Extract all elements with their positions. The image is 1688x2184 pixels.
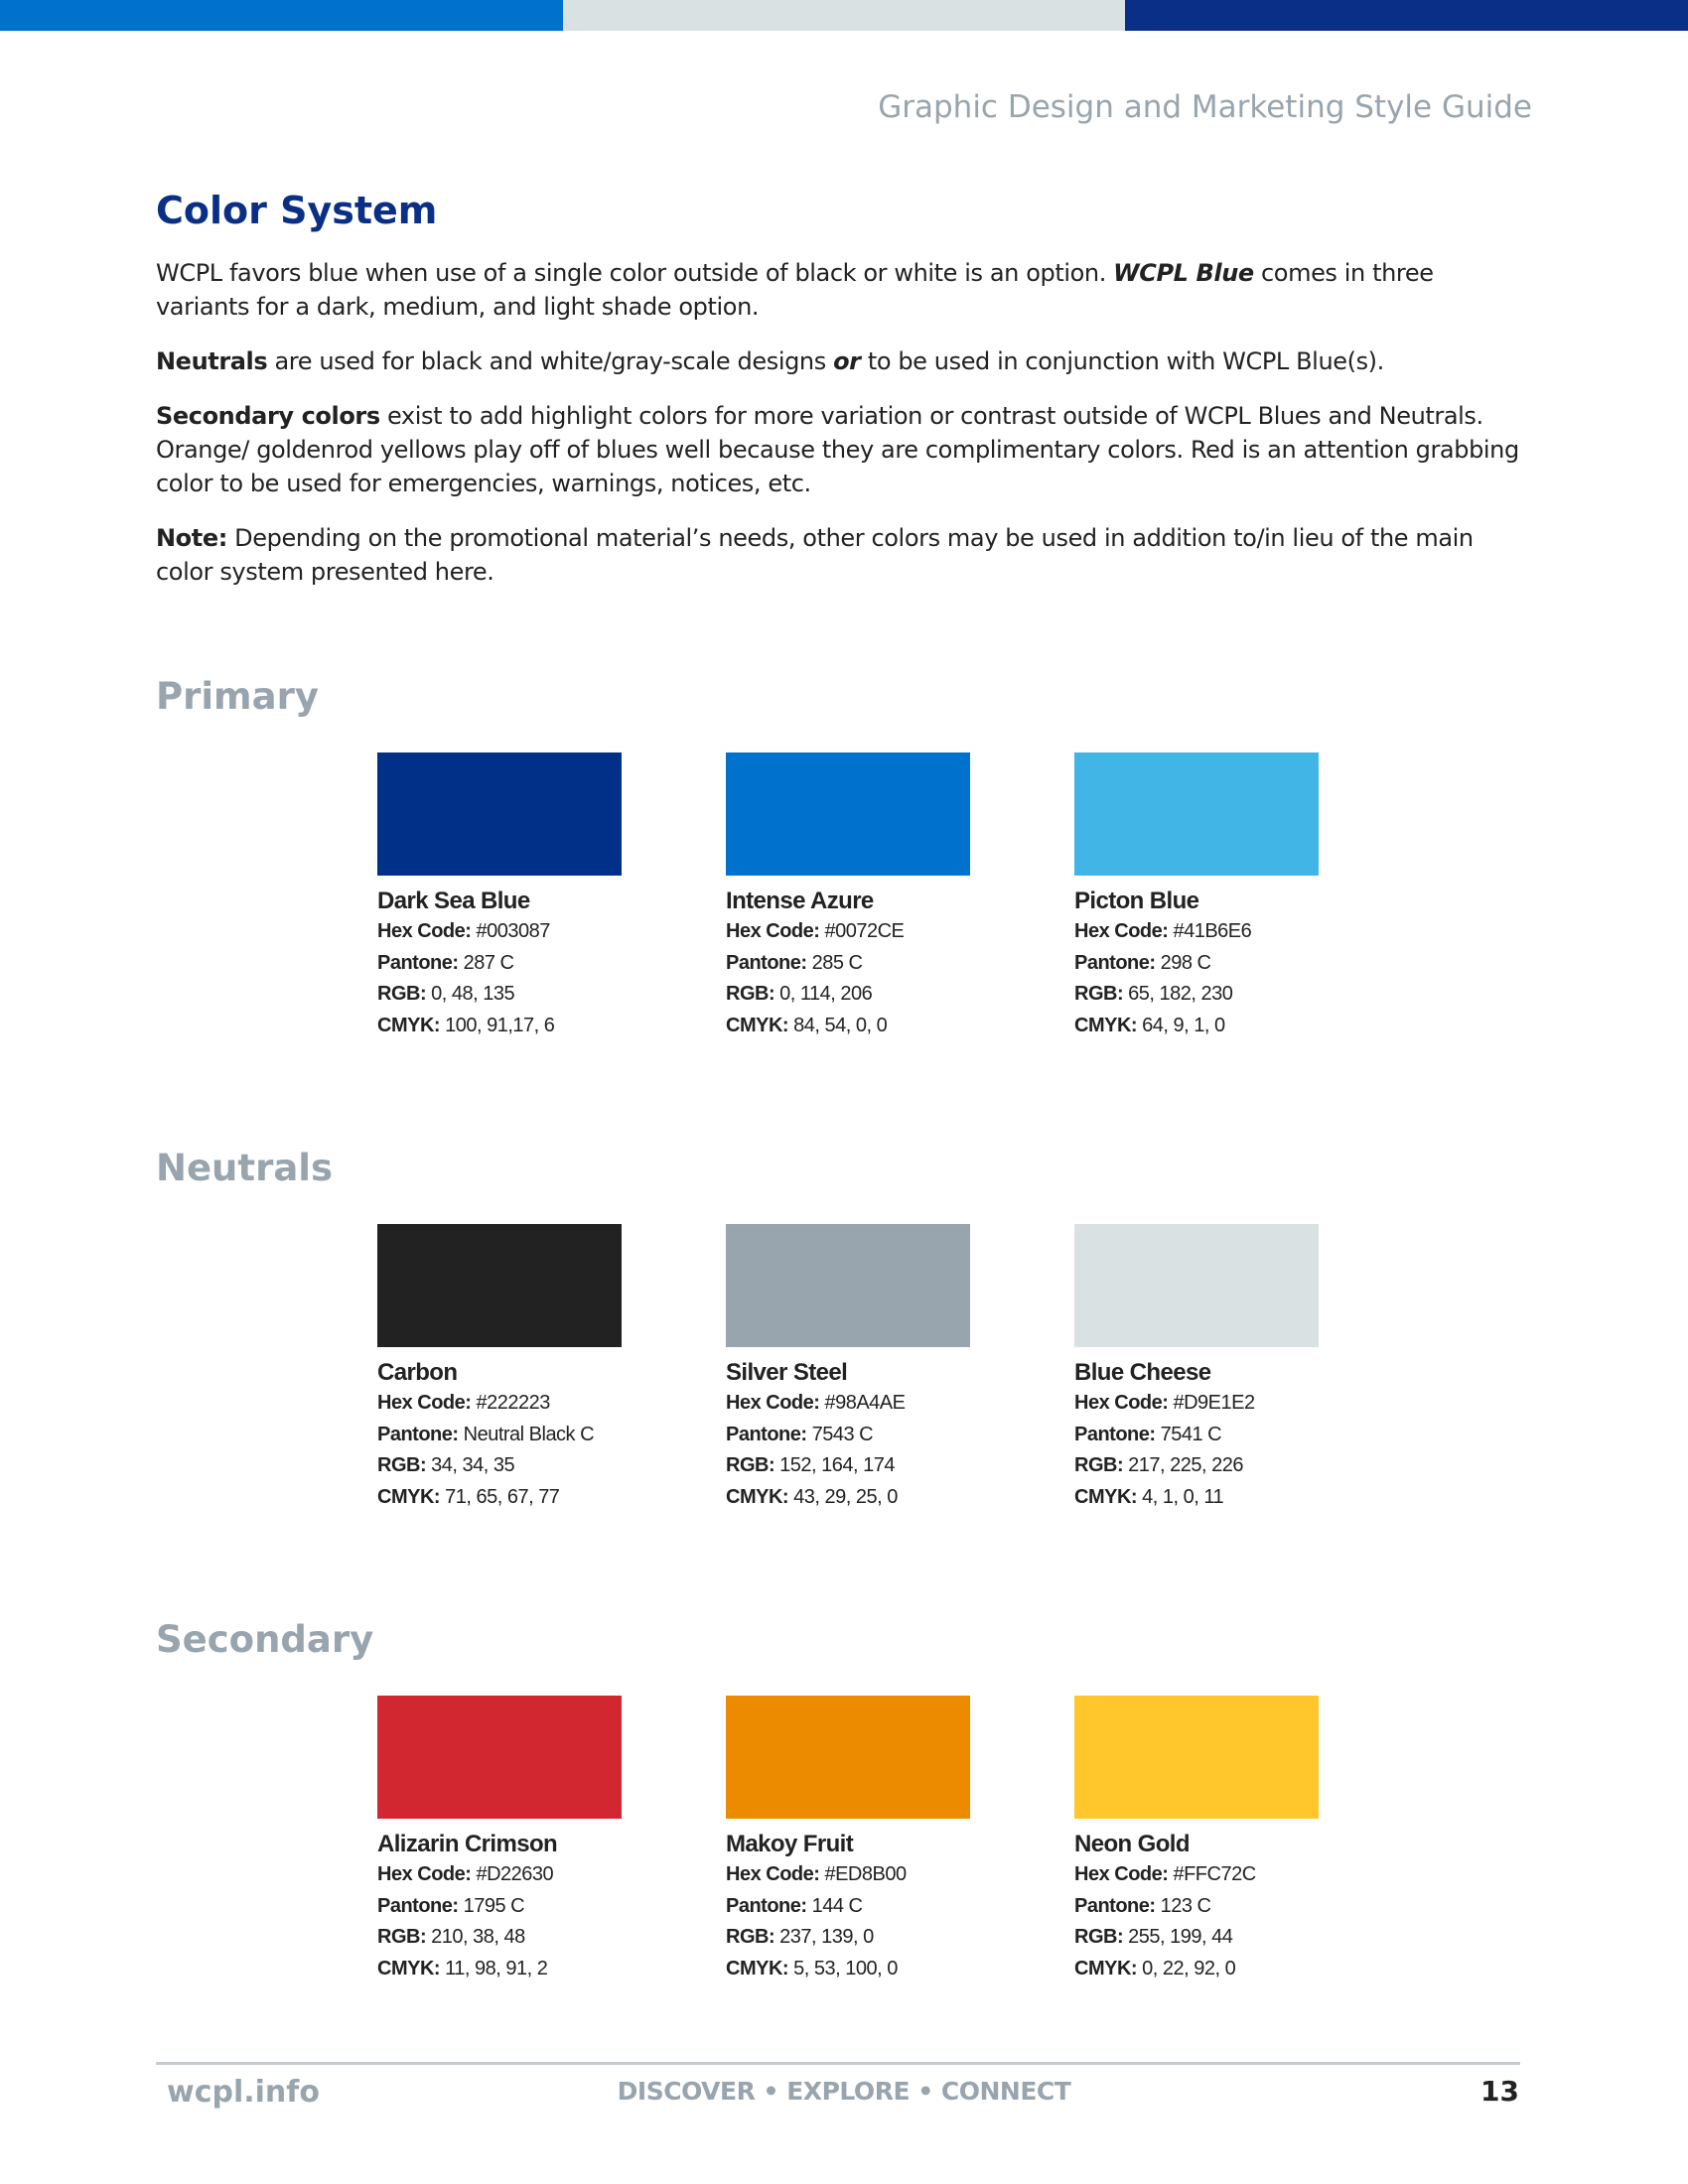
color-name: Dark Sea Blue <box>377 887 530 914</box>
label: Hex Code: <box>1074 1863 1169 1885</box>
text: comes in three variants for a dark, medium, and light shade option. <box>156 259 1434 321</box>
value: 210, 38, 48 <box>431 1926 525 1948</box>
text: exist to add highlight colors for more variation or contrast outside of WCPL Blues and Neutrals. Orange/ goldenrod yellows play off of blues well because they are complimentary colors. Red is an attention grabbing color to be used for emergencies, warnings, notices, etc. <box>156 402 1519 497</box>
hex-code <box>1074 1388 1319 1420</box>
color-card <box>377 752 622 1041</box>
label: Hex Code: <box>1074 920 1169 942</box>
cmyk <box>726 1482 970 1514</box>
pantone <box>726 1891 970 1923</box>
paragraph-secondary <box>156 399 1532 500</box>
value: 65, 182, 230 <box>1128 983 1233 1005</box>
color-card <box>1074 752 1319 1041</box>
label: RGB: <box>726 983 775 1005</box>
footer-site: wcpl.info <box>167 2075 320 2110</box>
label: Pantone: <box>377 1423 459 1445</box>
group-title-secondary: Secondary <box>156 1618 374 1661</box>
color-name: Alizarin Crimson <box>377 1831 558 1857</box>
value: 285 C <box>811 951 863 974</box>
paragraph-wcpl-blue <box>156 256 1532 324</box>
rgb <box>1074 1450 1319 1482</box>
color-name: Picton Blue <box>1074 887 1199 914</box>
text: are used for black and white/gray-scale designs <box>267 347 834 375</box>
top-bar-segment <box>563 0 1126 31</box>
value: 152, 164, 174 <box>779 1454 896 1476</box>
cmyk <box>1074 1011 1319 1042</box>
value: 7541 C <box>1160 1423 1222 1445</box>
value: 0, 48, 135 <box>431 983 515 1005</box>
label: CMYK: <box>1074 1485 1138 1508</box>
rgb <box>726 979 970 1011</box>
label: Hex Code: <box>377 1392 472 1414</box>
color-card <box>726 1224 970 1513</box>
value: 34, 34, 35 <box>431 1454 515 1476</box>
value: 237, 139, 0 <box>779 1926 874 1948</box>
color-name: Makoy Fruit <box>726 1831 854 1857</box>
page-number: 13 <box>1480 2075 1519 2108</box>
top-color-bar <box>0 0 1688 31</box>
value: 43, 29, 25, 0 <box>793 1485 898 1508</box>
value: 71, 65, 67, 77 <box>445 1485 560 1508</box>
value: 217, 225, 226 <box>1128 1454 1244 1476</box>
hex-code <box>726 1859 970 1891</box>
hex-code <box>377 916 622 948</box>
color-card <box>726 1696 970 1984</box>
cmyk <box>726 1954 970 1985</box>
label: Hex Code: <box>726 1392 820 1414</box>
value: 298 C <box>1160 951 1211 974</box>
label: CMYK: <box>1074 1957 1138 1979</box>
color-card <box>377 1696 622 1984</box>
label: CMYK: <box>726 1485 789 1508</box>
label: Hex Code: <box>726 1863 820 1885</box>
label: Pantone: <box>726 1423 807 1445</box>
color-swatch <box>1074 1696 1319 1819</box>
color-swatch <box>1074 1224 1319 1347</box>
pantone <box>377 948 622 980</box>
label: Hex Code: <box>377 1863 472 1885</box>
rgb <box>726 1450 970 1482</box>
color-info <box>1074 886 1319 1041</box>
footer-divider <box>156 2062 1520 2065</box>
value: 7543 C <box>811 1423 874 1445</box>
label: Pantone: <box>1074 1423 1156 1445</box>
pantone <box>377 1891 622 1923</box>
value: #D9E1E2 <box>1173 1392 1255 1414</box>
label: RGB: <box>726 1926 775 1948</box>
value: 123 C <box>1160 1894 1211 1917</box>
rgb <box>377 1450 622 1482</box>
value: #0072CE <box>824 920 905 942</box>
value: #98A4AE <box>824 1392 906 1414</box>
label: RGB: <box>377 1454 427 1476</box>
pantone <box>377 1420 622 1451</box>
label: RGB: <box>1074 983 1124 1005</box>
label: RGB: <box>377 983 427 1005</box>
color-info <box>1074 1357 1319 1513</box>
section-title: Color System <box>156 189 438 232</box>
text: to be used in conjunction with WCPL Blue(s). <box>860 347 1384 375</box>
text: Depending on the promotional material’s needs, other colors may be used in addition to/in lieu of the main color system presented here. <box>156 524 1474 586</box>
hex-code <box>377 1859 622 1891</box>
paragraph-note <box>156 521 1532 589</box>
label: RGB: <box>1074 1926 1124 1948</box>
footer-tagline: DISCOVER • EXPLORE • CONNECT <box>617 2077 1071 2106</box>
value: #FFC72C <box>1173 1863 1256 1885</box>
emphasis: WCPL Blue <box>1113 259 1254 287</box>
label: Pantone: <box>726 1894 807 1917</box>
top-bar-segment <box>1125 0 1688 31</box>
cmyk <box>1074 1482 1319 1514</box>
emphasis: Neutrals <box>156 347 268 375</box>
value: #222223 <box>476 1392 550 1414</box>
value: 144 C <box>811 1894 863 1917</box>
pantone <box>1074 1891 1319 1923</box>
label: Pantone: <box>1074 951 1156 974</box>
value: 4, 1, 0, 11 <box>1142 1485 1224 1508</box>
label: CMYK: <box>726 1957 789 1979</box>
color-info <box>377 1357 622 1513</box>
hex-code <box>726 916 970 948</box>
value: 11, 98, 91, 2 <box>445 1957 548 1979</box>
label: Hex Code: <box>377 920 472 942</box>
cmyk <box>1074 1954 1319 1985</box>
hex-code <box>1074 1859 1319 1891</box>
color-card <box>377 1224 622 1513</box>
color-info <box>1074 1829 1319 1984</box>
label: RGB: <box>377 1926 427 1948</box>
group-title-primary: Primary <box>156 675 319 718</box>
group-title-neutrals: Neutrals <box>156 1147 334 1189</box>
color-name: Intense Azure <box>726 887 874 914</box>
value: 0, 22, 92, 0 <box>1142 1957 1236 1979</box>
intro-text <box>156 256 1532 610</box>
emphasis: Note: <box>156 524 227 552</box>
color-swatch <box>377 1696 622 1819</box>
color-info <box>726 1829 970 1984</box>
color-info <box>726 886 970 1041</box>
top-bar-segment <box>0 0 563 31</box>
document-title: Graphic Design and Marketing Style Guide <box>878 89 1532 125</box>
color-swatch <box>377 752 622 876</box>
color-swatch <box>377 1224 622 1347</box>
paragraph-neutrals <box>156 344 1532 378</box>
cmyk <box>377 1482 622 1514</box>
value: 100, 91,17, 6 <box>445 1014 555 1036</box>
label: Pantone: <box>377 951 459 974</box>
label: Hex Code: <box>1074 1392 1169 1414</box>
label: Pantone: <box>726 951 807 974</box>
label: CMYK: <box>1074 1014 1138 1036</box>
value: #003087 <box>476 920 550 942</box>
emphasis: Secondary colors <box>156 402 380 430</box>
value: 287 C <box>463 951 514 974</box>
rgb <box>726 1922 970 1954</box>
rgb <box>377 1922 622 1954</box>
color-info <box>377 1829 622 1984</box>
label: Pantone: <box>1074 1894 1156 1917</box>
value: #41B6E6 <box>1173 920 1252 942</box>
label: CMYK: <box>377 1957 441 1979</box>
color-card <box>1074 1696 1319 1984</box>
color-swatch <box>726 1224 970 1347</box>
color-name: Carbon <box>377 1359 458 1386</box>
rgb <box>1074 1922 1319 1954</box>
rgb <box>377 979 622 1011</box>
emphasis: or <box>833 347 861 375</box>
color-info <box>377 886 622 1041</box>
cmyk <box>726 1011 970 1042</box>
label: CMYK: <box>726 1014 789 1036</box>
rgb <box>1074 979 1319 1011</box>
value: 5, 53, 100, 0 <box>793 1957 898 1979</box>
pantone <box>726 1420 970 1451</box>
color-name: Blue Cheese <box>1074 1359 1211 1386</box>
cmyk <box>377 1011 622 1042</box>
value: Neutral Black C <box>463 1423 595 1445</box>
hex-code <box>726 1388 970 1420</box>
color-swatch <box>726 1696 970 1819</box>
label: CMYK: <box>377 1014 441 1036</box>
label: CMYK: <box>377 1485 441 1508</box>
color-card <box>726 752 970 1041</box>
pantone <box>1074 948 1319 980</box>
text: WCPL favors blue when use of a single color outside of black or white is an option. <box>156 259 1114 287</box>
color-swatch <box>1074 752 1319 876</box>
label: RGB: <box>1074 1454 1124 1476</box>
color-info <box>726 1357 970 1513</box>
value: 84, 54, 0, 0 <box>793 1014 888 1036</box>
color-name: Silver Steel <box>726 1359 848 1386</box>
value: #ED8B00 <box>824 1863 907 1885</box>
pantone <box>726 948 970 980</box>
value: 255, 199, 44 <box>1128 1926 1233 1948</box>
value: #D22630 <box>476 1863 554 1885</box>
pantone <box>1074 1420 1319 1451</box>
color-card <box>1074 1224 1319 1513</box>
value: 1795 C <box>463 1894 525 1917</box>
cmyk <box>377 1954 622 1985</box>
value: 64, 9, 1, 0 <box>1142 1014 1225 1036</box>
hex-code <box>377 1388 622 1420</box>
value: 0, 114, 206 <box>779 983 873 1005</box>
hex-code <box>1074 916 1319 948</box>
label: Hex Code: <box>726 920 820 942</box>
label: Pantone: <box>377 1894 459 1917</box>
label: RGB: <box>726 1454 775 1476</box>
color-swatch <box>726 752 970 876</box>
color-name: Neon Gold <box>1074 1831 1190 1857</box>
